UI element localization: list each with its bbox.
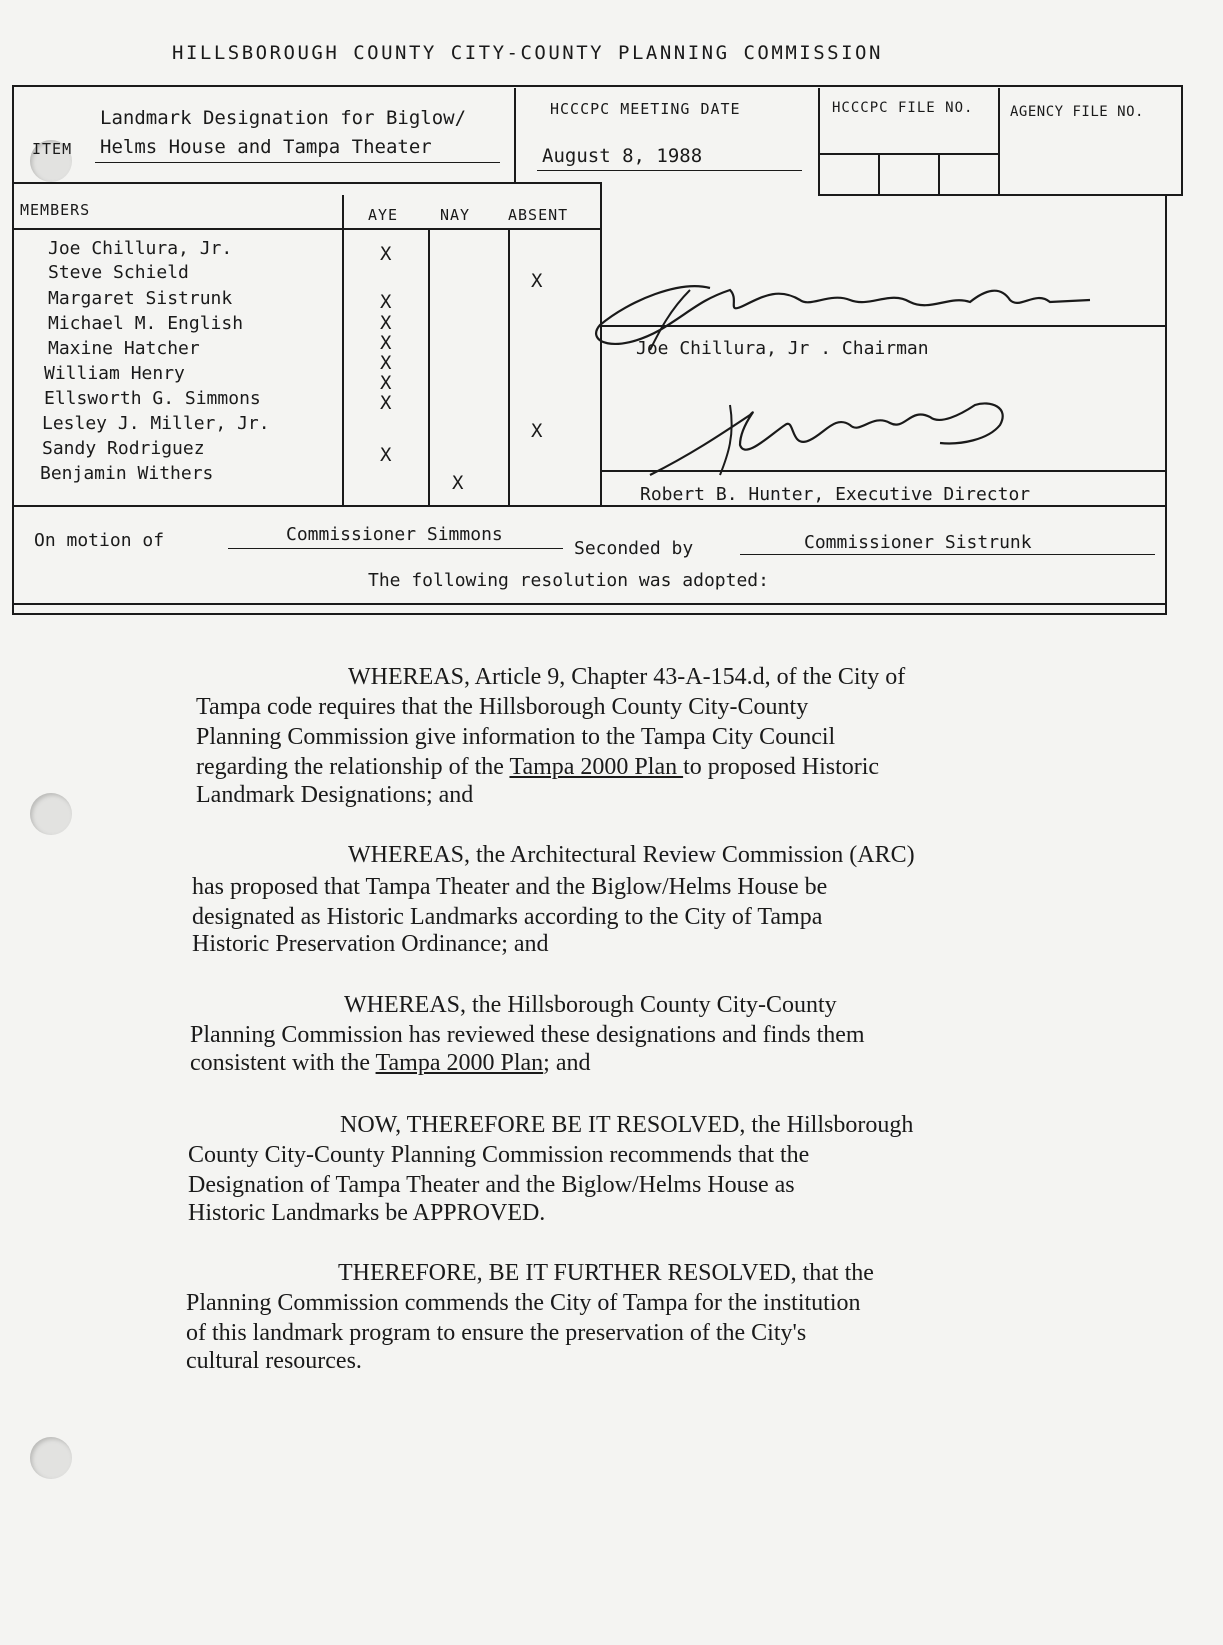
votes-col-left	[342, 195, 344, 505]
item-col-divider	[514, 88, 516, 183]
whereas-2-line4: Historic Preservation Ordinance; and	[192, 931, 549, 957]
member-name: Ellsworth G. Simmons	[44, 388, 261, 409]
vote-mark-aye: X	[380, 444, 392, 466]
vote-mark-absent: X	[531, 420, 543, 442]
vote-mark-aye: X	[380, 332, 392, 354]
further-resolved-line4: cultural resources.	[186, 1348, 362, 1374]
fileno-col-divider	[998, 88, 1000, 195]
member-name: Sandy Rodriguez	[42, 438, 205, 459]
mover-underline	[228, 548, 563, 549]
seconder-name: Commissioner Sistrunk	[804, 532, 1032, 553]
vote-mark-nay: X	[452, 472, 464, 494]
resolution-adopted-text: The following resolution was adopted:	[368, 570, 769, 591]
form-bottom-rule-2	[12, 613, 1167, 615]
vote-mark-absent: X	[531, 270, 543, 292]
meeting-date-underline	[537, 170, 802, 171]
seconded-by-label: Seconded by	[574, 538, 694, 559]
punch-hole-middle	[30, 793, 72, 835]
item-underline	[95, 162, 500, 163]
fileno-sub-row	[818, 153, 998, 155]
resolved-line1: NOW, THEREFORE BE IT RESOLVED, the Hillsborough	[340, 1112, 914, 1138]
member-name: Michael M. English	[48, 313, 244, 334]
whereas-1-line5: Landmark Designations; and	[196, 782, 474, 808]
tampa-2000-plan-ref: Tampa 2000 Plan	[509, 754, 684, 780]
vote-mark-aye: X	[380, 352, 392, 374]
whereas-1-line3: Planning Commission give information to the Tampa City Council	[196, 724, 836, 750]
members-header: MEMBERS	[20, 201, 91, 219]
member-name: Maxine Hatcher	[48, 338, 200, 359]
resolved-line4: Historic Landmarks be APPROVED.	[188, 1200, 546, 1226]
form-top-rule	[12, 85, 1182, 87]
meeting-date-label: HCCCPC MEETING DATE	[550, 100, 741, 118]
vote-mark-aye: X	[380, 312, 392, 334]
votes-col-nay-absent	[508, 228, 510, 505]
col-absent-header: ABSENT	[508, 206, 569, 224]
form-right-border-lower	[1165, 195, 1167, 615]
member-name: Lesley J. Miller, Jr.	[42, 413, 270, 434]
chairman-name: Joe Chillura, Jr . Chairman	[636, 338, 929, 359]
mover-name: Commissioner Simmons	[286, 524, 503, 545]
vote-mark-aye: X	[380, 291, 392, 313]
date-col-divider	[818, 88, 820, 195]
form-bottom-rule	[12, 603, 1167, 605]
resolved-line3: Designation of Tampa Theater and the Biglow/Helms House as	[188, 1172, 795, 1198]
members-bottom-rule	[12, 505, 1167, 507]
on-motion-label: On motion of	[34, 530, 165, 551]
member-name: Margaret Sistrunk	[48, 288, 233, 309]
resolved-line2: County City-County Planning Commission recommends that the	[188, 1142, 810, 1168]
item-title-line1: Landmark Designation for Biglow/	[100, 107, 467, 129]
vote-mark-aye: X	[380, 372, 392, 394]
item-title-line2: Helms House and Tampa Theater	[100, 136, 432, 158]
director-signature	[610, 395, 1050, 485]
seconder-underline	[740, 554, 1155, 555]
agency-file-no-label: AGENCY FILE NO.	[1010, 104, 1144, 120]
commission-title: HILLSBOROUGH COUNTY CITY-COUNTY PLANNING COMMISSION	[172, 42, 883, 64]
further-resolved-line1: THEREFORE, BE IT FURTHER RESOLVED, that the	[338, 1260, 874, 1286]
whereas-3-line3: consistent with the Tampa 2000 Plan; and	[190, 1050, 591, 1076]
whereas-3-line1: WHEREAS, the Hillsborough County City-County	[344, 992, 837, 1018]
vote-mark-aye: X	[380, 243, 392, 265]
punch-hole-bottom	[30, 1437, 72, 1479]
vote-mark-aye: X	[380, 392, 392, 414]
whereas-3-line2: Planning Commission has reviewed these designations and finds them	[190, 1022, 865, 1048]
header-row-divider-right	[818, 194, 1183, 196]
fileno-sub-col-2	[938, 153, 940, 195]
further-resolved-line3: of this landmark program to ensure the preservation of the City's	[186, 1320, 807, 1346]
col-aye-header: AYE	[368, 206, 399, 224]
meeting-date-value: August 8, 1988	[542, 145, 703, 167]
whereas-1-line2: Tampa code requires that the Hillsborough County City-County	[196, 694, 809, 720]
col-nay-header: NAY	[440, 206, 471, 224]
whereas-2-line2: has proposed that Tampa Theater and the Biglow/Helms House be	[192, 874, 828, 900]
director-name: Robert B. Hunter, Executive Director	[640, 484, 1031, 505]
member-name: Steve Schield	[48, 262, 189, 283]
votes-col-aye-nay	[428, 228, 430, 505]
item-label: ITEM	[32, 140, 73, 158]
fileno-sub-col-1	[878, 153, 880, 195]
form-left-border	[12, 85, 14, 615]
whereas-2-line1: WHEREAS, the Architectural Review Commission (ARC)	[348, 842, 915, 868]
hcccpc-file-no-label: HCCCPC FILE NO.	[832, 100, 974, 116]
tampa-2000-plan-ref: Tampa 2000 Plan	[375, 1050, 544, 1076]
further-resolved-line2: Planning Commission commends the City of Tampa for the institution	[186, 1290, 861, 1316]
members-header-rule	[12, 228, 602, 230]
form-right-border	[1181, 85, 1183, 195]
whereas-2-line3: designated as Historic Landmarks according to the City of Tampa	[192, 904, 823, 930]
member-name: William Henry	[44, 363, 185, 384]
whereas-1-line1: WHEREAS, Article 9, Chapter 43-A-154.d, of the City of	[348, 664, 906, 690]
whereas-1-line4: regarding the relationship of the Tampa 2000 Plan to proposed Historic	[196, 754, 880, 780]
member-name: Joe Chillura, Jr.	[48, 238, 233, 259]
member-name: Benjamin Withers	[40, 463, 214, 484]
